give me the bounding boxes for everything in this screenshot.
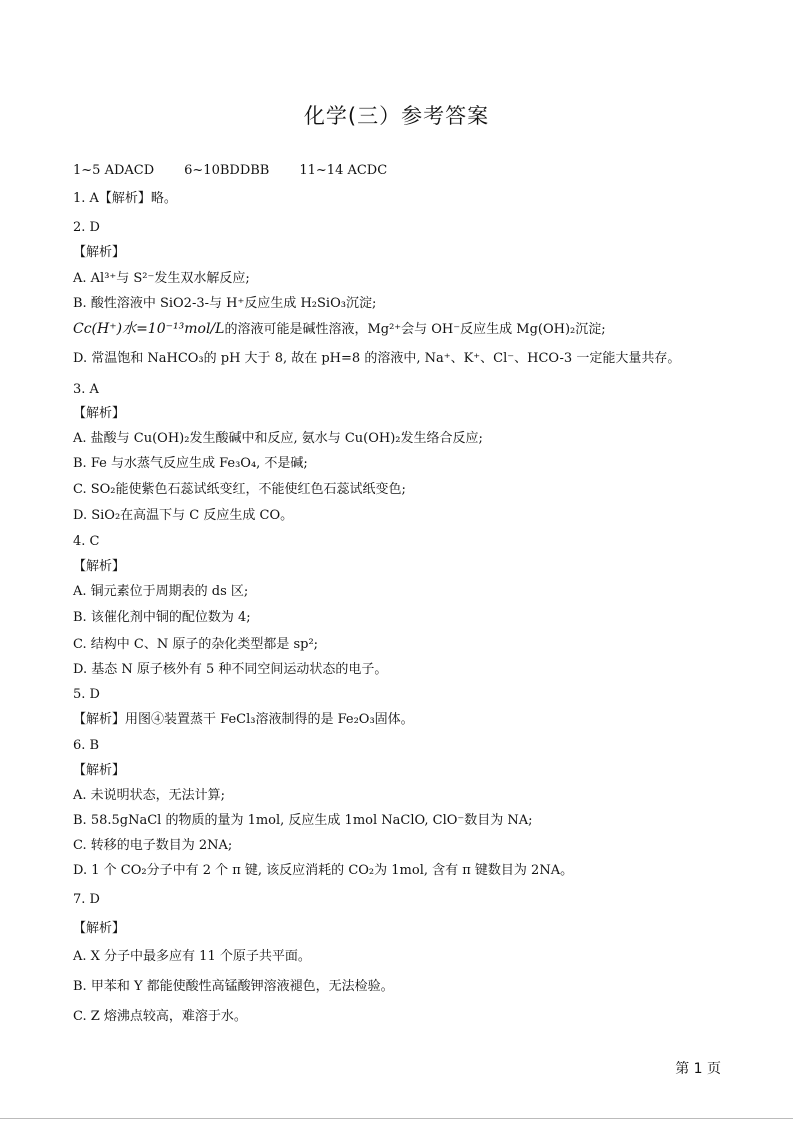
answer-summary <box>73 162 387 180</box>
q7-explanation-heading: 【解析】 <box>73 921 126 936</box>
q2-option-a: A. Al³⁺与 S²⁻发生双水解反应; <box>73 271 250 286</box>
answer-group-2: 6~10BDDBB <box>184 163 270 178</box>
q3-option-d: D. SiO₂在高温下与 C 反应生成 CO。 <box>73 508 294 523</box>
footer-divider <box>0 1118 793 1119</box>
q2-option-c-formula: Cc(H⁺)水=10⁻¹³mol/L <box>73 321 225 337</box>
q4-option-d: D. 基态 N 原子核外有 5 种不同空间运动状态的电子。 <box>73 662 388 677</box>
q6-option-b: B. 58.5gNaCl 的物质的量为 1mol, 反应生成 1mol NaClO, ClO⁻数目为 NA; <box>73 813 533 828</box>
q4-explanation-heading: 【解析】 <box>73 559 126 574</box>
q2-option-c <box>73 320 606 339</box>
q5-explanation: 【解析】用图④装置蒸干 FeCl₃溶液制得的是 Fe₂O₃固体。 <box>73 712 414 727</box>
q1-answer: 1. A【解析】略。 <box>73 191 177 206</box>
q6-answer: 6. B <box>73 738 100 753</box>
q2-option-c-text: 的溶液可能是碱性溶液，Mg²⁺会与 OH⁻反应生成 Mg(OH)₂沉淀; <box>224 322 606 337</box>
q4-option-a: A. 铜元素位于周期表的 ds 区; <box>73 584 249 599</box>
q6-option-c: C. 转移的电子数目为 2NA; <box>73 838 233 853</box>
q2-option-d: D. 常温饱和 NaHCO₃的 pH 大于 8, 故在 pH=8 的溶液中, Na⁺、K⁺、Cl⁻、HCO-3 一定能大量共存。 <box>73 351 681 366</box>
q6-option-d: D. 1 个 CO₂分子中有 2 个 π 键, 该反应消耗的 CO₂为 1mol, 含有 π 键数目为 2NA。 <box>73 863 574 878</box>
q6-option-a: A. 未说明状态，无法计算; <box>73 788 226 803</box>
q3-option-b: B. Fe 与水蒸气反应生成 Fe₃O₄, 不是碱; <box>73 456 308 471</box>
q3-option-a: A. 盐酸与 Cu(OH)₂发生酸碱中和反应, 氨水与 Cu(OH)₂发生络合反应; <box>73 431 483 446</box>
q4-option-b: B. 该催化剂中铜的配位数为 4; <box>73 610 251 625</box>
q7-option-a: A. X 分子中最多应有 11 个原子共平面。 <box>73 949 311 964</box>
page-number: 第 1 页 <box>675 1061 721 1077</box>
q3-explanation-heading: 【解析】 <box>73 406 126 421</box>
q5-answer: 5. D <box>73 687 100 702</box>
answer-group-3: 11~14 ACDC <box>299 163 388 178</box>
answer-group-1: 1~5 ADACD <box>73 163 155 178</box>
q2-explanation-heading: 【解析】 <box>73 245 126 260</box>
q4-option-c: C. 结构中 C、N 原子的杂化类型都是 sp²; <box>73 637 319 652</box>
q3-answer: 3. A <box>73 382 99 397</box>
q2-answer: 2. D <box>73 220 100 235</box>
q7-answer: 7. D <box>73 892 100 907</box>
page-title: 化学(三）参考答案 <box>303 104 490 128</box>
q7-option-b: B. 甲苯和 Y 都能使酸性高锰酸钾溶液褪色，无法检验。 <box>73 979 394 994</box>
q6-explanation-heading: 【解析】 <box>73 763 126 778</box>
q2-option-b: B. 酸性溶液中 SiO2-3-与 H⁺反应生成 H₂SiO₃沉淀; <box>73 296 377 311</box>
q4-answer: 4. C <box>73 534 100 549</box>
q3-option-c: C. SO₂能使紫色石蕊试纸变红，不能使红色石蕊试纸变色; <box>73 482 406 497</box>
q7-option-c: C. Z 熔沸点较高，难溶于水。 <box>73 1009 247 1024</box>
